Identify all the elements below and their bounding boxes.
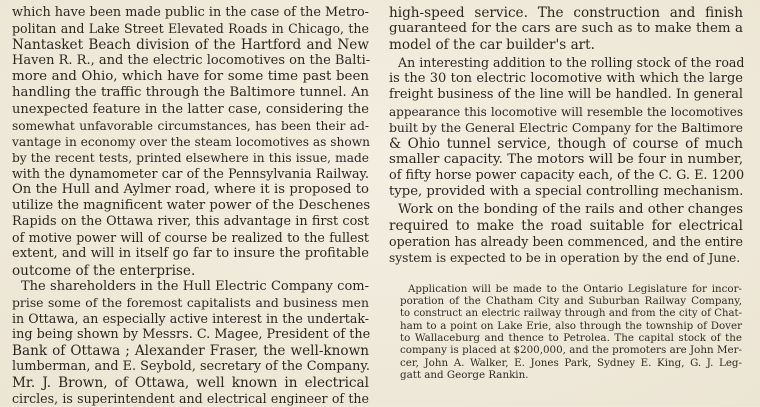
text-line: of fifty horse power capacity each, of the C. G. E. 1200 (389, 167, 745, 183)
left-paragraph-1 (12, 5, 369, 279)
right-paragraph-2 (389, 55, 743, 200)
legislature-notice (400, 283, 742, 381)
notice-line: cer, John A. Walker, E. Jones Park, Sydney E. King, G. J. Leg- (400, 356, 742, 369)
text-line: operation has already been commenced, and the entire (389, 234, 743, 250)
text-line: lumberman, and E. Seybold, secretary of the Company. (12, 359, 370, 375)
notice-line: to construct an electric railway through and from the city of Chat- (400, 307, 742, 319)
text-line: On the Hull and Aylmer road, where it is proposed to (12, 182, 369, 198)
text-line: of motive power will of course be realized to the fullest (12, 230, 369, 246)
text-line: appearance this locomotive will resemble the locomotives (389, 104, 743, 119)
text-line: handling the traffic through the Baltimore tunnel. An (12, 85, 369, 101)
text-line: high-speed service. The construction and finish (389, 5, 743, 21)
text-line: utilize the magnificent water power of the Deschenes (12, 198, 371, 214)
notice-line: company is placed at $200,000, and the promoters are John Mer- (400, 344, 742, 357)
text-line: model of the car builder's art. (389, 37, 595, 54)
text-line: which have been made public in the case of the Metro- (12, 5, 369, 20)
right-paragraph-1 (389, 5, 743, 53)
text-line: Bank of Ottawa ; Alexander Fraser, the well-known (12, 342, 369, 359)
notice-line: poration of the Chatham City and Suburban Railway Company, (400, 295, 742, 308)
text-line: built by the General Electric Company for the Baltimore (389, 119, 743, 135)
text-line: politan and Lake Street Elevated Roads in Chicago, the (12, 21, 369, 37)
text-line: in Ottawa, an especially active interest in the undertak- (12, 310, 369, 326)
text-line: required to make the road suitable for electrical (389, 218, 743, 235)
text-line: freight business of the line will be handled. In general (389, 87, 743, 103)
text-line: & Ohio tunnel service, though of course of much (389, 135, 743, 152)
text-line: is the 30 ton electric locomotive with which the large (389, 71, 743, 87)
text-line: Haven R. R., and the electric locomotives on the Balti- (12, 53, 371, 69)
text-line: extent, and will in itself go far to insure the profitable (12, 246, 369, 262)
text-line: vantage in economy over the steam locomotives as shown (12, 134, 371, 149)
text-line: An interesting addition to the rolling stock of the road (398, 55, 745, 71)
text-line: circles, is superintendent and electrical engineer of the (12, 391, 369, 407)
notice-line: ham to a point on Lake Erie, also through the township of Dover (400, 319, 742, 332)
text-line: smaller capacity. The motors will be four in number, (389, 151, 744, 167)
text-line: Nantasket Beach division of the Hartford and New (12, 37, 369, 54)
text-line: Rapids on the Ottawa river, this advantage in first cost (12, 214, 369, 230)
text-line: unexpected feature in the latter case, considering the (12, 101, 369, 117)
text-line: The shareholders in the Hull Electric Company com- (21, 278, 369, 294)
text-line: prise some of the foremost capitalists and business men (12, 294, 369, 310)
text-line: guaranteed for the cars are such as to make them a (389, 21, 743, 37)
text-line: type, provided with a special controlling mechanism. (389, 184, 744, 200)
text-line: somewhat unfavorable circumstances, has been their ad- (12, 118, 369, 133)
right-column (389, 5, 743, 267)
text-line: more and Ohio, which have for some time past been (12, 69, 369, 85)
notice-line: to Wallaceburg and thence to Petrolea. The capital stock of the (400, 332, 742, 345)
text-line: outcome of the enterprise. (12, 262, 196, 279)
notice-line: Application will be made to the Ontario Legislature for incor- (408, 283, 742, 295)
text-line: by the recent tests, printed elsewhere in this issue, made (12, 150, 369, 165)
left-column (12, 5, 369, 407)
text-line: ing being shown by Messrs. C. Magee, President of the (12, 326, 371, 342)
right-paragraph-3 (389, 202, 743, 266)
notice-line: gatt and George Rankin. (400, 369, 529, 382)
text-line: with the dynamometer car of the Pennsylvania Railway. (12, 165, 369, 181)
text-line: Mr. J. Brown, of Ottawa, well known in electrical (12, 375, 369, 392)
left-paragraph-2 (12, 279, 369, 407)
text-line: Work on the bonding of the rails and other changes (398, 202, 743, 218)
text-line: system is expected to be in operation by the end of June. (389, 251, 741, 266)
